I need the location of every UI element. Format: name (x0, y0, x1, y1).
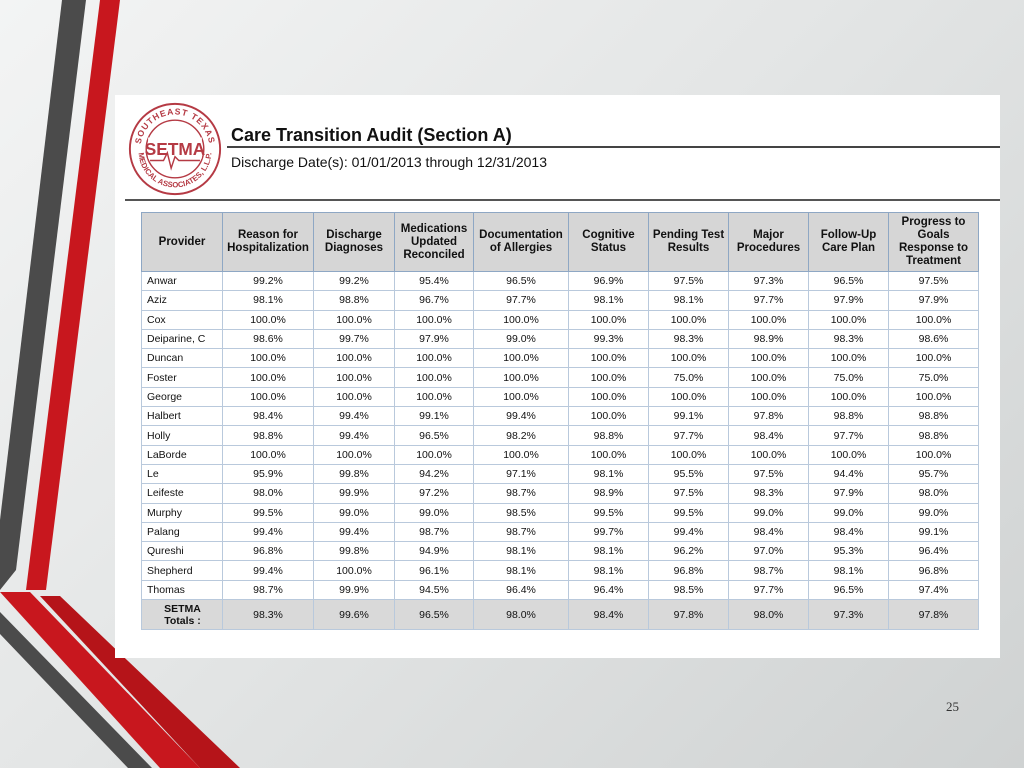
totals-value-cell: 97.8% (649, 600, 729, 630)
metric-value-cell: 98.5% (649, 580, 729, 599)
provider-name-cell: Cox (142, 310, 223, 329)
table-row (142, 522, 979, 541)
col-progress-to-goals: Progress to Goals Response to Treatment (889, 213, 979, 272)
metric-value-cell: 99.4% (314, 522, 395, 541)
metric-value-cell: 99.0% (889, 503, 979, 522)
metric-value-cell: 100.0% (395, 349, 474, 368)
metric-value-cell: 99.7% (569, 522, 649, 541)
metric-value-cell: 97.7% (729, 580, 809, 599)
col-documentation-of-allergies: Documentation of Allergies (474, 213, 569, 272)
metric-value-cell: 99.9% (314, 580, 395, 599)
metric-value-cell: 98.1% (569, 291, 649, 310)
metric-value-cell: 100.0% (395, 445, 474, 464)
document-title: Care Transition Audit (Section A) (231, 125, 512, 145)
metric-value-cell: 98.4% (809, 522, 889, 541)
table-row (142, 291, 979, 310)
metric-value-cell: 94.2% (395, 464, 474, 483)
metric-value-cell: 98.6% (889, 329, 979, 348)
metric-value-cell: 96.8% (223, 542, 314, 561)
table-header-row (142, 213, 979, 272)
metric-value-cell: 96.4% (474, 580, 569, 599)
metric-value-cell: 98.1% (809, 561, 889, 580)
metric-value-cell: 95.3% (809, 542, 889, 561)
metric-value-cell: 98.7% (395, 522, 474, 541)
metric-value-cell: 100.0% (223, 368, 314, 387)
metric-value-cell: 100.0% (314, 387, 395, 406)
metric-value-cell: 94.5% (395, 580, 474, 599)
metric-value-cell: 95.7% (889, 464, 979, 483)
metric-value-cell: 97.7% (809, 426, 889, 445)
metric-value-cell: 100.0% (474, 310, 569, 329)
metric-value-cell: 99.5% (223, 503, 314, 522)
table-row (142, 387, 979, 406)
provider-name-cell: Foster (142, 368, 223, 387)
metric-value-cell: 100.0% (809, 387, 889, 406)
table-row (142, 310, 979, 329)
metric-value-cell: 98.3% (649, 329, 729, 348)
metric-value-cell: 98.8% (889, 426, 979, 445)
metric-value-cell: 96.5% (809, 272, 889, 291)
provider-name-cell: Anwar (142, 272, 223, 291)
provider-name-cell: Deiparine, C (142, 329, 223, 348)
metric-value-cell: 100.0% (729, 368, 809, 387)
metric-value-cell: 99.1% (649, 407, 729, 426)
metric-value-cell: 98.4% (223, 407, 314, 426)
metric-value-cell: 99.4% (223, 561, 314, 580)
totals-value-cell: 98.0% (474, 600, 569, 630)
table-row (142, 542, 979, 561)
metric-value-cell: 98.8% (809, 407, 889, 426)
table-row (142, 329, 979, 348)
metric-value-cell: 98.9% (729, 329, 809, 348)
table-row (142, 368, 979, 387)
metric-value-cell: 98.8% (889, 407, 979, 426)
metric-value-cell: 97.5% (889, 272, 979, 291)
metric-value-cell: 98.9% (569, 484, 649, 503)
metric-value-cell: 99.4% (314, 407, 395, 426)
metric-value-cell: 97.1% (474, 464, 569, 483)
metric-value-cell: 100.0% (889, 310, 979, 329)
metric-value-cell: 100.0% (729, 310, 809, 329)
logo-text-bottom: MEDICAL ASSOCIATES, L.L.P. (136, 151, 214, 190)
metric-value-cell: 96.2% (649, 542, 729, 561)
metric-value-cell: 98.3% (729, 484, 809, 503)
col-pending-test-results: Pending Test Results (649, 213, 729, 272)
provider-name-cell: Palang (142, 522, 223, 541)
metric-value-cell: 97.9% (809, 484, 889, 503)
metric-value-cell: 100.0% (649, 387, 729, 406)
metric-value-cell: 100.0% (649, 310, 729, 329)
metric-value-cell: 98.6% (223, 329, 314, 348)
metric-value-cell: 98.1% (223, 291, 314, 310)
metric-value-cell: 98.5% (474, 503, 569, 522)
metric-value-cell: 98.1% (474, 542, 569, 561)
provider-name-cell: Qureshi (142, 542, 223, 561)
metric-value-cell: 100.0% (395, 368, 474, 387)
metric-value-cell: 100.0% (474, 349, 569, 368)
provider-name-cell: Shepherd (142, 561, 223, 580)
metric-value-cell: 98.8% (223, 426, 314, 445)
metric-value-cell: 99.0% (395, 503, 474, 522)
metric-value-cell: 98.7% (223, 580, 314, 599)
provider-name-cell: Leifeste (142, 484, 223, 503)
table-row (142, 349, 979, 368)
col-follow-up-care-plan: Follow-Up Care Plan (809, 213, 889, 272)
metric-value-cell: 100.0% (649, 445, 729, 464)
metric-value-cell: 99.4% (314, 426, 395, 445)
metric-value-cell: 98.7% (474, 484, 569, 503)
metric-value-cell: 98.8% (314, 291, 395, 310)
metric-value-cell: 96.5% (474, 272, 569, 291)
metric-value-cell: 98.1% (569, 561, 649, 580)
metric-value-cell: 75.0% (809, 368, 889, 387)
metric-value-cell: 97.5% (729, 464, 809, 483)
metric-value-cell: 99.2% (314, 272, 395, 291)
metric-value-cell: 75.0% (889, 368, 979, 387)
metric-value-cell: 100.0% (223, 387, 314, 406)
metric-value-cell: 99.8% (314, 542, 395, 561)
metric-value-cell: 96.9% (569, 272, 649, 291)
totals-label-line2: Totals : (164, 614, 201, 627)
table-row (142, 445, 979, 464)
metric-value-cell: 100.0% (569, 310, 649, 329)
metric-value-cell: 96.5% (809, 580, 889, 599)
table-row (142, 426, 979, 445)
col-medications-updated: Medications Updated Reconciled (395, 213, 474, 272)
metric-value-cell: 98.1% (569, 464, 649, 483)
table-row (142, 580, 979, 599)
metric-value-cell: 100.0% (569, 407, 649, 426)
provider-name-cell: LaBorde (142, 445, 223, 464)
totals-label-line1: SETMA (164, 602, 201, 615)
provider-name-cell: Le (142, 464, 223, 483)
metric-value-cell: 100.0% (569, 349, 649, 368)
metric-value-cell: 100.0% (729, 349, 809, 368)
provider-name-cell: Aziz (142, 291, 223, 310)
table-row (142, 561, 979, 580)
metric-value-cell: 97.5% (649, 272, 729, 291)
table-row (142, 464, 979, 483)
metric-value-cell: 100.0% (223, 310, 314, 329)
metric-value-cell: 99.4% (474, 407, 569, 426)
provider-name-cell: Murphy (142, 503, 223, 522)
metric-value-cell: 96.8% (649, 561, 729, 580)
metric-value-cell: 97.7% (649, 426, 729, 445)
metric-value-cell: 100.0% (223, 349, 314, 368)
metric-value-cell: 94.4% (809, 464, 889, 483)
metric-value-cell: 100.0% (649, 349, 729, 368)
document-subtitle: Discharge Date(s): 01/01/2013 through 12/31/2013 (231, 154, 547, 170)
metric-value-cell: 100.0% (729, 445, 809, 464)
metric-value-cell: 98.4% (729, 522, 809, 541)
metric-value-cell: 95.9% (223, 464, 314, 483)
metric-value-cell: 100.0% (395, 387, 474, 406)
metric-value-cell: 97.9% (395, 329, 474, 348)
col-discharge-diagnoses: Discharge Diagnoses (314, 213, 395, 272)
metric-value-cell: 95.5% (649, 464, 729, 483)
totals-value-cell: 96.5% (395, 600, 474, 630)
metric-value-cell: 97.9% (809, 291, 889, 310)
table-row (142, 484, 979, 503)
metric-value-cell: 99.3% (569, 329, 649, 348)
metric-value-cell: 100.0% (809, 310, 889, 329)
metric-value-cell: 100.0% (474, 445, 569, 464)
totals-value-cell: 98.3% (223, 600, 314, 630)
metric-value-cell: 100.0% (314, 368, 395, 387)
metric-value-cell: 100.0% (729, 387, 809, 406)
totals-row (142, 600, 979, 630)
metric-value-cell: 100.0% (569, 368, 649, 387)
metric-value-cell: 94.9% (395, 542, 474, 561)
audit-table-body (142, 272, 979, 630)
col-reason-for-hospitalization: Reason for Hospitalization (223, 213, 314, 272)
metric-value-cell: 99.0% (474, 329, 569, 348)
provider-name-cell: Halbert (142, 407, 223, 426)
totals-value-cell: 98.4% (569, 600, 649, 630)
metric-value-cell: 100.0% (569, 387, 649, 406)
metric-value-cell: 99.4% (223, 522, 314, 541)
metric-value-cell: 96.8% (889, 561, 979, 580)
metric-value-cell: 99.1% (395, 407, 474, 426)
totals-label (142, 600, 223, 630)
metric-value-cell: 100.0% (889, 349, 979, 368)
metric-value-cell: 97.9% (889, 291, 979, 310)
metric-value-cell: 100.0% (474, 368, 569, 387)
metric-value-cell: 100.0% (889, 387, 979, 406)
metric-value-cell: 98.1% (649, 291, 729, 310)
metric-value-cell: 97.7% (474, 291, 569, 310)
totals-value-cell: 97.8% (889, 600, 979, 630)
metric-value-cell: 96.7% (395, 291, 474, 310)
metric-value-cell: 98.0% (889, 484, 979, 503)
metric-value-cell: 96.4% (569, 580, 649, 599)
metric-value-cell: 100.0% (809, 349, 889, 368)
metric-value-cell: 75.0% (649, 368, 729, 387)
metric-value-cell: 100.0% (314, 445, 395, 464)
metric-value-cell: 98.8% (569, 426, 649, 445)
metric-value-cell: 96.4% (889, 542, 979, 561)
totals-value-cell: 98.0% (729, 600, 809, 630)
metric-value-cell: 96.5% (395, 426, 474, 445)
metric-value-cell: 100.0% (314, 310, 395, 329)
metric-value-cell: 99.9% (314, 484, 395, 503)
metric-value-cell: 98.1% (474, 561, 569, 580)
metric-value-cell: 95.4% (395, 272, 474, 291)
metric-value-cell: 97.7% (729, 291, 809, 310)
totals-value-cell: 97.3% (809, 600, 889, 630)
metric-value-cell: 99.0% (314, 503, 395, 522)
metric-value-cell: 99.0% (729, 503, 809, 522)
metric-value-cell: 99.1% (889, 522, 979, 541)
metric-value-cell: 98.7% (474, 522, 569, 541)
metric-value-cell: 99.0% (809, 503, 889, 522)
metric-value-cell: 100.0% (314, 349, 395, 368)
metric-value-cell: 100.0% (809, 445, 889, 464)
title-rule (227, 146, 1000, 148)
logo-center-text: SETMA (144, 138, 206, 159)
metric-value-cell: 98.4% (729, 426, 809, 445)
metric-value-cell: 99.7% (314, 329, 395, 348)
metric-value-cell: 97.5% (649, 484, 729, 503)
provider-name-cell: Thomas (142, 580, 223, 599)
provider-name-cell: Duncan (142, 349, 223, 368)
metric-value-cell: 98.0% (223, 484, 314, 503)
audit-report-image (115, 95, 1000, 658)
col-major-procedures: Major Procedures (729, 213, 809, 272)
metric-value-cell: 98.7% (729, 561, 809, 580)
table-row (142, 272, 979, 291)
metric-value-cell: 100.0% (889, 445, 979, 464)
metric-value-cell: 97.4% (889, 580, 979, 599)
metric-value-cell: 99.2% (223, 272, 314, 291)
provider-name-cell: George (142, 387, 223, 406)
col-provider: Provider (142, 213, 223, 272)
metric-value-cell: 96.1% (395, 561, 474, 580)
setma-logo (127, 101, 223, 197)
metric-value-cell: 100.0% (395, 310, 474, 329)
audit-table (141, 212, 979, 630)
metric-value-cell: 100.0% (569, 445, 649, 464)
metric-value-cell: 97.8% (729, 407, 809, 426)
metric-value-cell: 98.2% (474, 426, 569, 445)
metric-value-cell: 99.5% (649, 503, 729, 522)
metric-value-cell: 97.2% (395, 484, 474, 503)
logo-text-top: SOUTHEAST TEXAS (132, 106, 218, 145)
page-number: 25 (946, 699, 959, 714)
table-row (142, 407, 979, 426)
provider-name-cell: Holly (142, 426, 223, 445)
metric-value-cell: 98.3% (809, 329, 889, 348)
metric-value-cell: 98.1% (569, 542, 649, 561)
metric-value-cell: 100.0% (474, 387, 569, 406)
metric-value-cell: 100.0% (314, 561, 395, 580)
totals-value-cell: 99.6% (314, 600, 395, 630)
col-cognitive-status: Cognitive Status (569, 213, 649, 272)
metric-value-cell: 99.8% (314, 464, 395, 483)
metric-value-cell: 99.5% (569, 503, 649, 522)
header-divider (125, 199, 1000, 201)
metric-value-cell: 97.3% (729, 272, 809, 291)
metric-value-cell: 99.4% (649, 522, 729, 541)
metric-value-cell: 100.0% (223, 445, 314, 464)
metric-value-cell: 97.0% (729, 542, 809, 561)
table-row (142, 503, 979, 522)
